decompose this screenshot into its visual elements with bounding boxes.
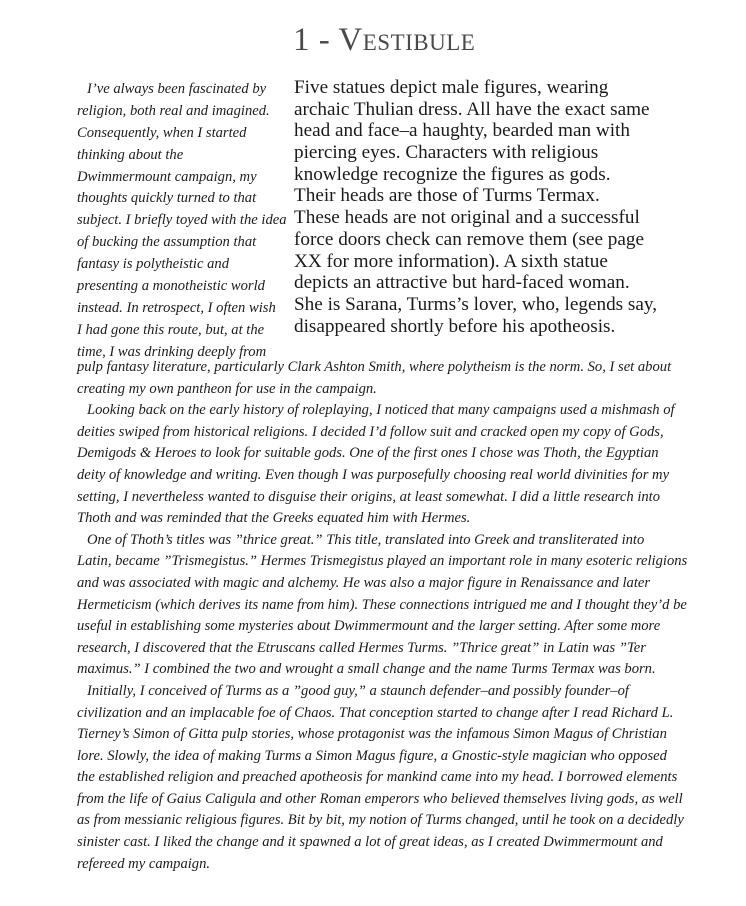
commentary-line: Initially, I conceived of Turms as a ”good guy,” a staunch defender–and possibly founder–of	[87, 682, 629, 699]
commentary-line: Dwimmermount campaign, my	[77, 168, 257, 185]
description-line: Their heads are those of Turms Termax.	[294, 185, 600, 207]
commentary-line: research, I discovered that the Etruscans called Hermes Turms. ”Thrice great” in Latin was ”Ter	[77, 639, 646, 656]
commentary-line: of bucking the assumption that	[77, 234, 257, 251]
description-line: force doors check can remove them (see page	[294, 228, 644, 250]
designer-commentary-body	[77, 357, 717, 875]
commentary-line: pulp fantasy literature, particularly Clark Ashton Smith, where polytheism is the norm. So, I set about	[77, 359, 672, 375]
commentary-line: deity of knowledge and writing. Even though I was purposefully choosing real world divinities for my	[77, 466, 670, 483]
commentary-line: creating my own pantheon for use in the campaign.	[77, 380, 377, 397]
description-line: archaic Thulian dress. All have the exact same	[294, 98, 650, 120]
commentary-line: from the life of Gaius Caligula and other Roman emperors who believed themselves living gods, as well	[77, 790, 683, 807]
commentary-line: as from messianic religious figures. Bit by bit, my notion of Turms changed, until he took on a decidedly	[77, 812, 684, 829]
commentary-line: Hermeticism (which derives its name from him). These connections intrigued me and I thought they’d be	[77, 596, 687, 613]
commentary-line: maximus.” I combined the two and wrought a small change and the name Turms Termax was born.	[77, 661, 656, 678]
commentary-line: Tierney’s Simon of Gitta pulp stories, whose protagonist was the infamous Simon Magus of Christian	[77, 726, 667, 743]
commentary-line: useful in establishing some mysteries about Dwimmermount and the larger setting. After some more	[77, 618, 661, 635]
commentary-line: thoughts quickly turned to that	[77, 190, 257, 207]
commentary-line: I’ve always been fascinated by	[87, 81, 267, 97]
description-line: piercing eyes. Characters with religious	[294, 142, 599, 164]
designer-commentary-intro	[77, 79, 292, 364]
commentary-line: thinking about the	[77, 146, 184, 163]
commentary-line: Looking back on the early history of roleplaying, I noticed that many campaigns used a mishmash of	[87, 402, 675, 419]
commentary-line: instead. In retrospect, I often wish	[77, 299, 276, 316]
commentary-line: Demigods & Heroes to look for suitable gods. One of the first ones I chose was Thoth, the Egyptian	[77, 445, 659, 462]
description-line: head and face–a haughty, bearded man with	[294, 120, 630, 142]
commentary-line: and was associated with magic and alchemy. He was also a major figure in Renaissance and later	[77, 574, 651, 591]
room-description	[294, 77, 704, 337]
commentary-line: I had gone this route, but, at the	[77, 321, 265, 338]
section-heading: 1 - Vestibule	[293, 22, 476, 58]
commentary-line: subject. I briefly toyed with the idea	[77, 212, 287, 229]
commentary-line: time, I was drinking deeply from	[77, 343, 267, 360]
commentary-line: religion, both real and imagined.	[77, 102, 270, 119]
description-line: disappeared shortly before his apotheosis.	[294, 315, 616, 337]
commentary-line: fantasy is polytheistic and	[77, 256, 230, 273]
commentary-line: the established religion and preached apotheosis for mankind came into my head. I borrowed elements	[77, 769, 678, 786]
description-line: knowledge recognize the figures as gods.	[294, 163, 611, 185]
commentary-line: Latin, became ”Trismegistus.” Hermes Trismegistus played an important role in many esoteric religions	[77, 553, 688, 570]
commentary-line: presenting a monotheistic world	[77, 278, 265, 295]
description-line: XX for more information). A sixth statue	[294, 250, 608, 272]
description-line: She is Sarana, Turms’s lover, who, legends say,	[294, 293, 658, 315]
commentary-line: sinister cast. I liked the change and it spawned a lot of great ideas, as I created Dwimmermount and	[77, 834, 663, 851]
commentary-line: setting, I nevertheless wanted to disguise their origins, at least somewhat. I did a little research into	[77, 488, 661, 505]
commentary-line: Consequently, when I started	[77, 124, 247, 141]
description-line: depicts an attractive but hard-faced woman.	[294, 272, 630, 294]
description-line: These heads are not original and a successful	[294, 207, 640, 229]
commentary-line: refereed my campaign.	[77, 855, 211, 872]
description-line: Five statues depict male figures, wearing	[294, 77, 609, 98]
commentary-line: Thoth and was reminded that the Greeks equated him with Hermes.	[77, 510, 471, 527]
commentary-line: civilization and an implacable foe of Chaos. That conception started to change after I read Richard L.	[77, 704, 674, 721]
commentary-line: deities swiped from historical religions. I decided I’d follow suit and cracked open my copy of Gods,	[77, 423, 664, 440]
commentary-line: One of Thoth’s titles was ”thrice great.” This title, translated into Greek and transliterated into	[87, 531, 645, 548]
commentary-line: lore. Slowly, the idea of making Turms a Simon Magus figure, a Gnostic-style magician who opposed	[77, 747, 667, 764]
